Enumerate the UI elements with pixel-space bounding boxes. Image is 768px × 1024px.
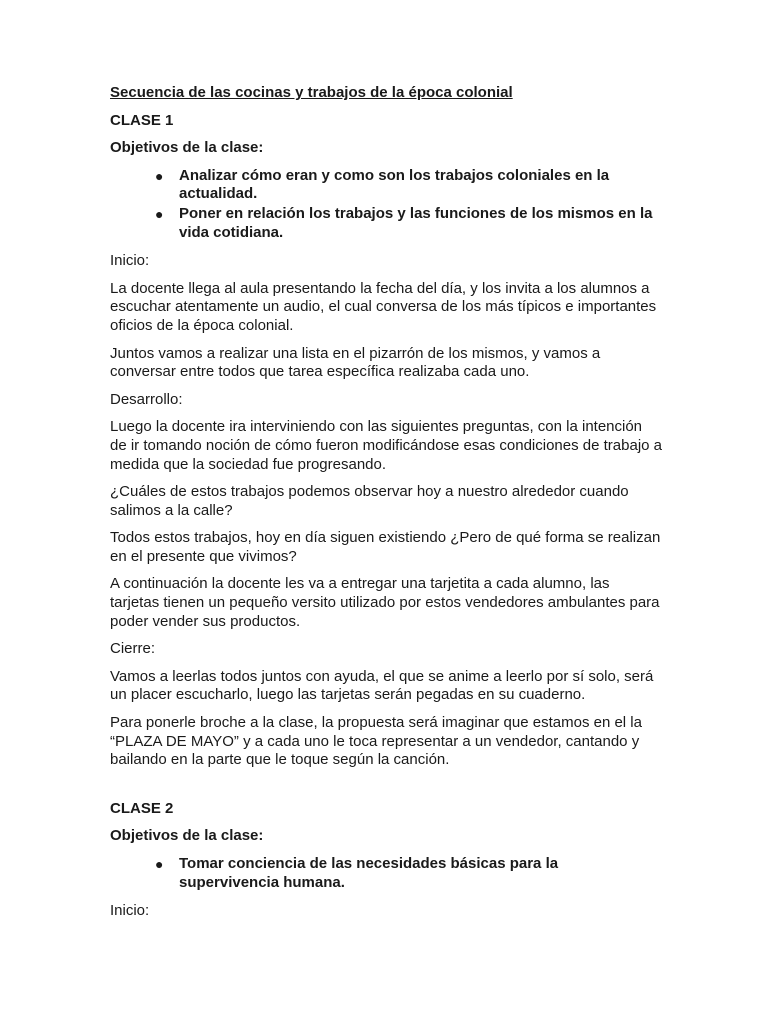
desarrollo-paragraph: Todos estos trabajos, hoy en día siguen existiendo ¿Pero de qué forma se realizan en el presente que vivimos?	[110, 529, 661, 565]
clase-2-inicio-label: Inicio:	[110, 902, 150, 920]
clase-2-heading: CLASE 2	[110, 799, 174, 817]
desarrollo-paragraph: A continuación la docente les va a entregar una tarjetita a cada alumno, las tarjetas tienen un pequeño versito utilizado por estos vendedores ambulantes para poder vender sus productos.	[110, 575, 660, 630]
clase-2-objectives-label: Objetivos de la clase:	[110, 827, 264, 845]
clase-1-objectives-list	[110, 167, 662, 242]
cierre-paragraph: Vamos a leerlas todos juntos con ayuda, el que se anime a leerlo por sí solo, será un placer escucharlo, luego las tarjetas serán pegadas en su cuaderno.	[110, 667, 654, 704]
document-title: Secuencia de las cocinas y trabajos de la época colonial	[110, 84, 513, 101]
objective-text: Poner en relación los trabajos y las funciones de los mismos en la vida cotidiana.	[179, 204, 653, 241]
inicio-paragraph: La docente llega al aula presentando la fecha del día, y los invita a los alumnos a escuchar atentamente un audio, el cual conversa de los más típicos e importantes oficios de la época colonial.	[110, 279, 657, 334]
clase-1-objectives-label: Objetivos de la clase:	[110, 139, 264, 157]
desarrollo-paragraph: ¿Cuáles de estos trabajos podemos observar hoy a nuestro alrededor cuando salimos a la calle?	[110, 483, 629, 519]
objective-item	[110, 855, 662, 892]
clase-1-heading: CLASE 1	[110, 111, 174, 129]
section-spacer	[110, 779, 662, 800]
clase-2-objectives-list	[110, 855, 662, 892]
document-body	[110, 84, 662, 930]
cierre-paragraph: Para ponerle broche a la clase, la propuesta será imaginar que estamos en el la “PLAZA DE MAYO” y a cada uno le toca representar a un vendedor, cantando y bailando en la parte que le toque según la canción.	[110, 714, 642, 769]
cierre-label: Cierre:	[110, 640, 156, 658]
objective-text: Tomar conciencia de las necesidades básicas para la supervivencia humana.	[179, 855, 559, 891]
objective-item	[110, 205, 662, 242]
bullet-icon: ●	[155, 205, 164, 222]
desarrollo-label: Desarrollo:	[110, 390, 183, 408]
inicio-label: Inicio:	[110, 252, 150, 270]
bullet-icon: ●	[155, 856, 164, 872]
bullet-icon: ●	[155, 167, 164, 184]
objective-item	[110, 167, 662, 204]
desarrollo-paragraph: Luego la docente ira interviniendo con las siguientes preguntas, con la intención de ir tomando noción de cómo fueron modificándose esas condiciones de trabajo a medida que la sociedad fue progresando.	[110, 418, 663, 473]
inicio-paragraph: Juntos vamos a realizar una lista en el pizarrón de los mismos, y vamos a conversar entre todos que tarea específica realizaba cada uno.	[110, 344, 601, 381]
objective-text: Analizar cómo eran y como son los trabajos coloniales en la actualidad.	[179, 166, 610, 203]
